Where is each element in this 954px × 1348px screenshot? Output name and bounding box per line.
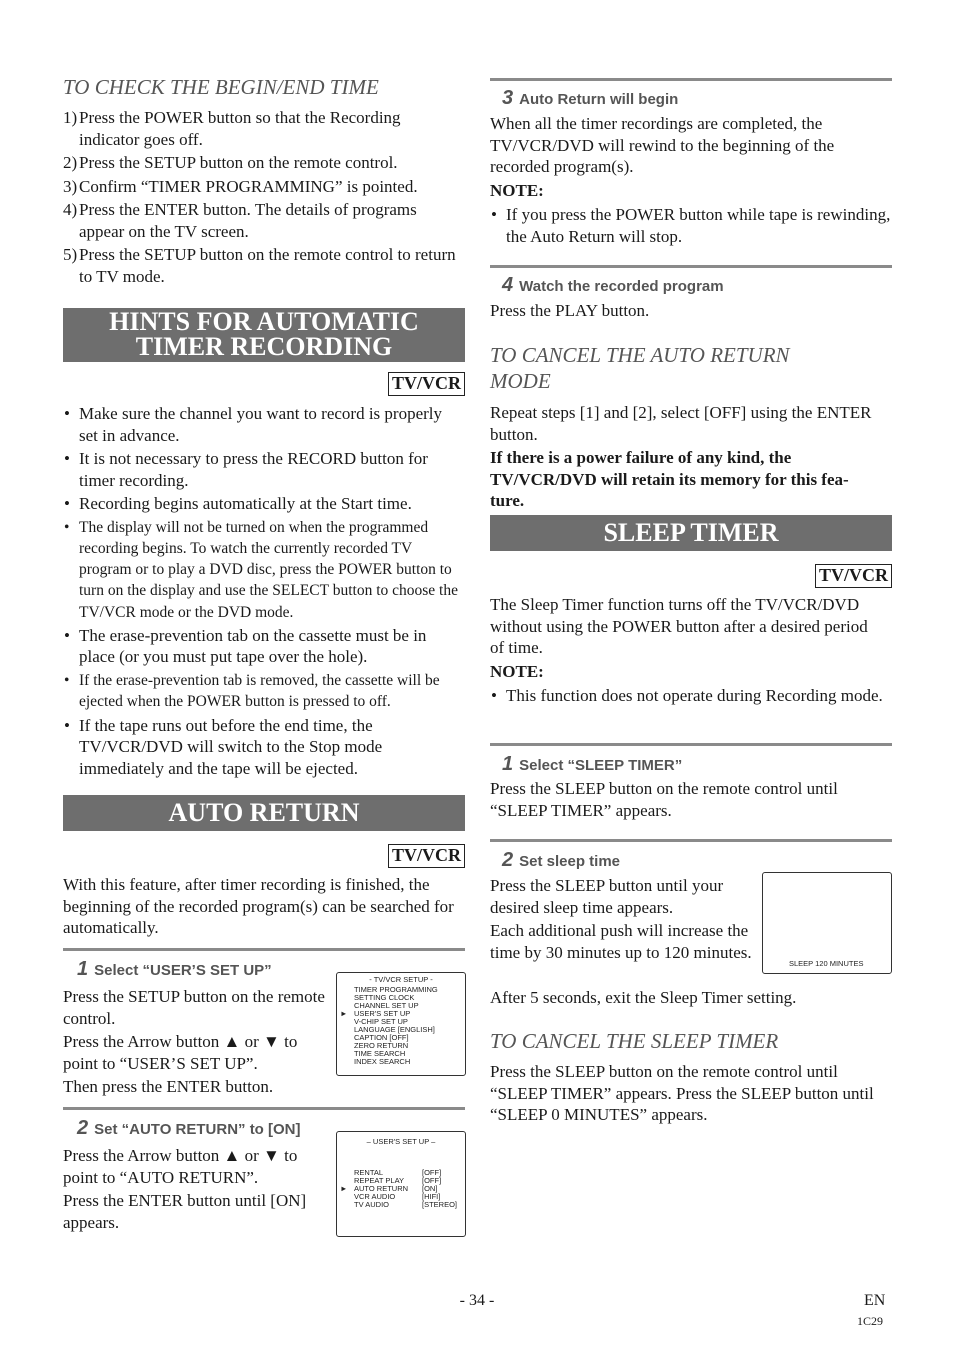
cancel-auto-return-text: Repeat steps [1] and [2], select [OFF] using the ENTER button. [490, 403, 872, 444]
hints-banner: HINTS FOR AUTOMATIC TIMER RECORDING [63, 308, 465, 362]
sleep-step1-heading: 1 Select “SLEEP TIMER” [502, 753, 683, 775]
power-failure-note: If there is a power failure of any kind, the TV/VCR/DVD will retain its memory for this fea- ture. [490, 448, 849, 510]
language-code: EN [864, 1292, 886, 1309]
step4-text: Press the PLAY button. [490, 301, 650, 320]
sleep-intro: The Sleep Timer function turns off the TV/VCR/DVD without using the POWER button after a desired period of time. [490, 595, 868, 657]
note-label: NOTE: [490, 662, 544, 681]
step3-note-list [490, 204, 892, 249]
list-item: • This function does not operate during Recording mode. [490, 685, 892, 707]
list-item: • The erase-prevention tab on the cassette must be in place (or you must put tape over the hole). [63, 625, 465, 668]
setup-menu: TIMER PROGRAMMING SETTING CLOCK CHANNEL SET UP USER'S SET UP V-CHIP SET UP LANGUAGE [ENGLISH] CAPTION [OFF] ZERO RETURN TIME SEARCH INDEX SEARCH [354, 985, 438, 1066]
cancel-sleep-timer-heading: TO CANCEL THE SLEEP TIMER [490, 1029, 779, 1053]
check-step: 2) Press the SETUP button on the remote control. [63, 153, 398, 172]
hints-bullet-list [63, 403, 465, 781]
cursor-arrow-icon: ► [340, 1184, 348, 1193]
sleep-step2-heading: 2 Set sleep time [502, 849, 621, 871]
step-number: 2 [502, 849, 514, 871]
step2-heading: 2 Set “AUTO RETURN” to [ON] [77, 1117, 301, 1139]
step-number: 1 [77, 958, 89, 980]
list-item: • It is not necessary to press the RECORD button for timer recording. [63, 448, 465, 491]
step-number: 3 [502, 87, 514, 109]
divider [63, 948, 465, 951]
check-step: 5) Press the SETUP button on the remote control to return to TV mode. [63, 245, 456, 286]
tv-vcr-setup-screen: - TV/VCR SETUP - TIMER PROGRAMMING SETTING CLOCK CHANNEL SET UP USER'S SET UP V-CHIP SET UP LANGUAGE [ENGLISH] CAPTION [OFF] ZERO RETURN TIME SEARCH INDEX SEARCH ► [336, 972, 466, 1076]
sleep-timer-banner: SLEEP TIMER [490, 515, 892, 551]
check-begin-end-heading: TO CHECK THE BEGIN/END TIME [63, 75, 379, 99]
check-step: 3) Confirm “TIMER PROGRAMMING” is pointed. [63, 176, 418, 196]
step2-text: Press the Arrow button ▲ or ▼ to point to “AUTO RETURN”. Press the ENTER button until [ON] appears. [63, 1146, 307, 1232]
users-setup-screen: – USER'S SET UP – RENTAL [OFF] REPEAT PLAY [OFF] AUTO RETURN [ON] VCR AUDIO [HIFI] TV AUDIO [STEREO] ► [336, 1131, 466, 1237]
divider [490, 743, 892, 746]
step4-heading: 4 Watch the recorded program [502, 274, 724, 296]
sleep-timer-screen: SLEEP 120 MINUTES [762, 872, 892, 974]
list-item: • Recording begins automatically at the Start time. [63, 493, 465, 515]
sleep-step2-exit-text: After 5 seconds, exit the Sleep Timer setting. [490, 988, 797, 1007]
step3-text: When all the timer recordings are completed, the TV/VCR/DVD will rewind to the beginning of the recorded program(s). [490, 114, 835, 176]
divider [490, 78, 892, 81]
divider [63, 1107, 465, 1110]
cancel-auto-return-heading: TO CANCEL THE AUTO RETURN MODE [490, 343, 790, 393]
auto-return-tv-vcr-tag: TV/VCR [388, 844, 465, 868]
cursor-arrow-icon: ► [340, 1009, 348, 1018]
sleep-note-list [490, 685, 892, 709]
step-number: 2 [77, 1117, 89, 1139]
list-item: • The display will not be turned on when the programmed recording begins. To watch the currently recorded TV program or to play a DVD disc, press the POWER button to turn on the display and use the SELECT button to choose the TV/VCR mode or the DVD mode. [63, 517, 465, 623]
note-label: NOTE: [490, 181, 544, 200]
document-code: 1C29 [857, 1314, 884, 1328]
check-step: 4) Press the ENTER button. The details of programs appear on the TV screen. [63, 200, 417, 241]
list-item: • If the tape runs out before the end time, the TV/VCR/DVD will switch to the Stop mode immediately and the tape will be ejected. [63, 715, 465, 780]
sleep-tv-vcr-tag: TV/VCR [815, 564, 892, 588]
auto-return-banner: AUTO RETURN [63, 795, 465, 831]
check-steps-list [63, 107, 465, 289]
step1-text: Press the SETUP button on the remote control. Press the Arrow button ▲ or ▼ to point to “USER’S SET UP”. Then press the ENTER button. [63, 987, 325, 1096]
step-number: 1 [502, 753, 514, 775]
list-item: • If the erase-prevention tab is removed, the cassette will be ejected when the POWER button is pressed to off. [63, 670, 465, 713]
auto-return-intro: With this feature, after timer recording is finished, the beginning of the recorded program(s) can be searched for automatically. [63, 875, 454, 937]
sleep-step2-text: Press the SLEEP button until your desired sleep time appears. Each additional push will increase the time by 30 minutes up to 120 minutes. [490, 876, 752, 962]
list-item: • If you press the POWER button while tape is rewinding, the Auto Return will stop. [490, 204, 892, 247]
users-setup-menu: RENTAL [OFF] REPEAT PLAY [OFF] AUTO RETURN [ON] VCR AUDIO [HIFI] TV AUDIO [STEREO] [354, 1168, 458, 1209]
page-number: - 34 - [459, 1292, 495, 1309]
step1-heading: 1 Select “USER’S SET UP” [77, 958, 272, 980]
divider [490, 839, 892, 842]
list-item: • Make sure the channel you want to record is properly set in advance. [63, 403, 465, 446]
cancel-sleep-timer-text: Press the SLEEP button on the remote control until “SLEEP TIMER” appears. Press the SLEEP button until “SLEEP 0 MINUTES” appears. [490, 1062, 874, 1124]
step-number: 4 [502, 274, 514, 296]
sleep-step1-text: Press the SLEEP button on the remote control until “SLEEP TIMER” appears. [490, 779, 838, 820]
hints-tv-vcr-tag: TV/VCR [388, 372, 465, 396]
divider [490, 265, 892, 268]
step3-heading: 3 Auto Return will begin [502, 87, 679, 109]
check-step: 1) Press the POWER button so that the Recording indicator goes off. [63, 108, 401, 149]
